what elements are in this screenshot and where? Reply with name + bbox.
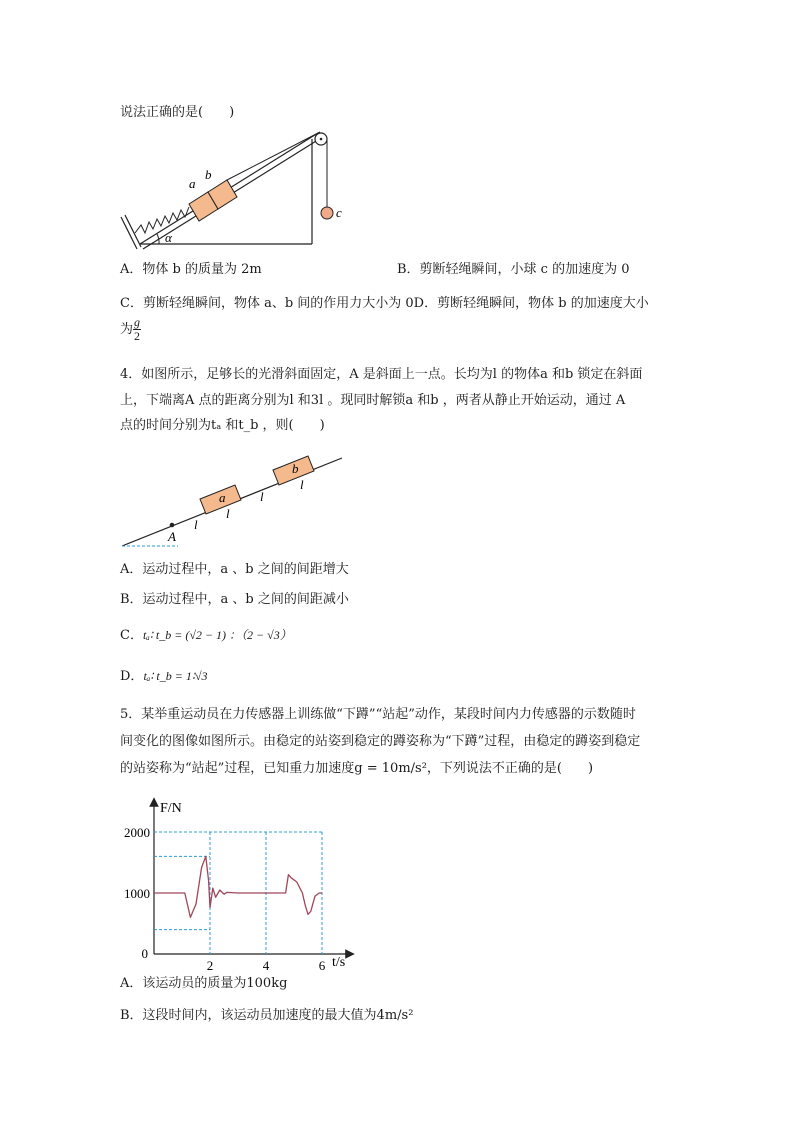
label-length-1: l	[194, 517, 198, 532]
q4-option-d	[120, 667, 208, 686]
label-c: c	[336, 205, 342, 220]
q3-option-d	[120, 316, 141, 344]
label-point-A: A	[168, 529, 176, 544]
force-curve	[154, 856, 322, 917]
q4-option-a: A．运动过程中，a 、b 之间的间距增大	[120, 562, 349, 577]
label-length-4: l	[300, 477, 304, 492]
q4-option-c	[120, 626, 292, 645]
q4-option-c-label: C．	[120, 628, 143, 643]
q3-option-c: C．剪断轻绳瞬间，物体 a、b 间的作用力大小为 0D．剪断轻绳瞬间，物体 b 的加速度大小	[120, 296, 649, 311]
q4-stem-line2: 上，下端离A 点的距离分别为l 和3l 。现同时解锁a 和b ，两者从静止开始运动，通过 A	[120, 393, 626, 408]
x-tick-label: 0	[141, 946, 148, 961]
q3-option-b: B．剪断轻绳瞬间，小球 c 的加速度为 0	[397, 262, 630, 277]
q5-option-b: B．这段时间内，该运动员加速度的最大值为4m/s²	[120, 1008, 414, 1023]
q3-option-d-prefix: 为	[120, 322, 134, 337]
x-tick-label: 4	[262, 958, 270, 973]
q4-option-c-expression: tₐ∶ t_b = (√2 − 1) ：（2 − √3）	[142, 628, 292, 642]
label-a: a	[189, 176, 196, 191]
fraction-g-over-2	[133, 316, 141, 343]
label-alpha: α	[165, 230, 172, 245]
q4-figure	[118, 450, 348, 550]
q3-option-a: A．物体 b 的质量为 2m	[120, 262, 262, 277]
fraction-numerator: g	[134, 315, 141, 329]
label-block-a: a	[219, 490, 226, 505]
q5-stem-line1: 5．某举重运动员在力传感器上训练做“下蹲”“站起”动作，某段时间内力传感器的示数随时	[120, 707, 636, 722]
q3-stem-tail: 说法正确的是( )	[120, 105, 235, 120]
y-tick-label: 1000	[124, 886, 150, 901]
y-axis-label: F/N	[160, 801, 182, 816]
q4-option-d-expression: tₐ∶ t_b = 1∶√3	[143, 669, 208, 683]
q4-option-d-label: D．	[120, 669, 144, 684]
y-tick-label: 2000	[124, 825, 150, 840]
x-axis-label: t/s	[332, 955, 346, 970]
x-tick-label: 6	[318, 958, 326, 973]
q5-stem-line3: 的站姿称为“站起”过程，已知重力加速度g = 10m/s²，下列说法不正确的是( )	[120, 761, 594, 776]
x-tick-label: 2	[206, 958, 214, 973]
q4-stem-line1: 4．如图所示，足够长的光滑斜面固定，A 是斜面上一点。长均为l 的物体a 和b 锁定在斜面	[120, 367, 643, 382]
label-length-3: l	[260, 489, 264, 504]
label-b: b	[205, 167, 212, 182]
label-block-b: b	[292, 461, 299, 476]
force-time-chart	[110, 796, 370, 974]
q3-figure	[115, 125, 355, 250]
q4-stem-line3: 点的时间分别为tₐ 和t_b ，则( )	[120, 418, 325, 433]
q5-option-a: A．该运动员的质量为100kg	[120, 976, 288, 991]
q4-option-b: B．运动过程中，a 、b 之间的间距减小	[120, 592, 349, 607]
fraction-denominator: 2	[134, 329, 141, 343]
label-length-2: l	[226, 506, 230, 521]
q5-stem-line2: 间变化的图像如图所示。由稳定的站姿到稳定的蹲姿称为“下蹲”过程，由稳定的蹲姿到稳定	[120, 734, 641, 749]
